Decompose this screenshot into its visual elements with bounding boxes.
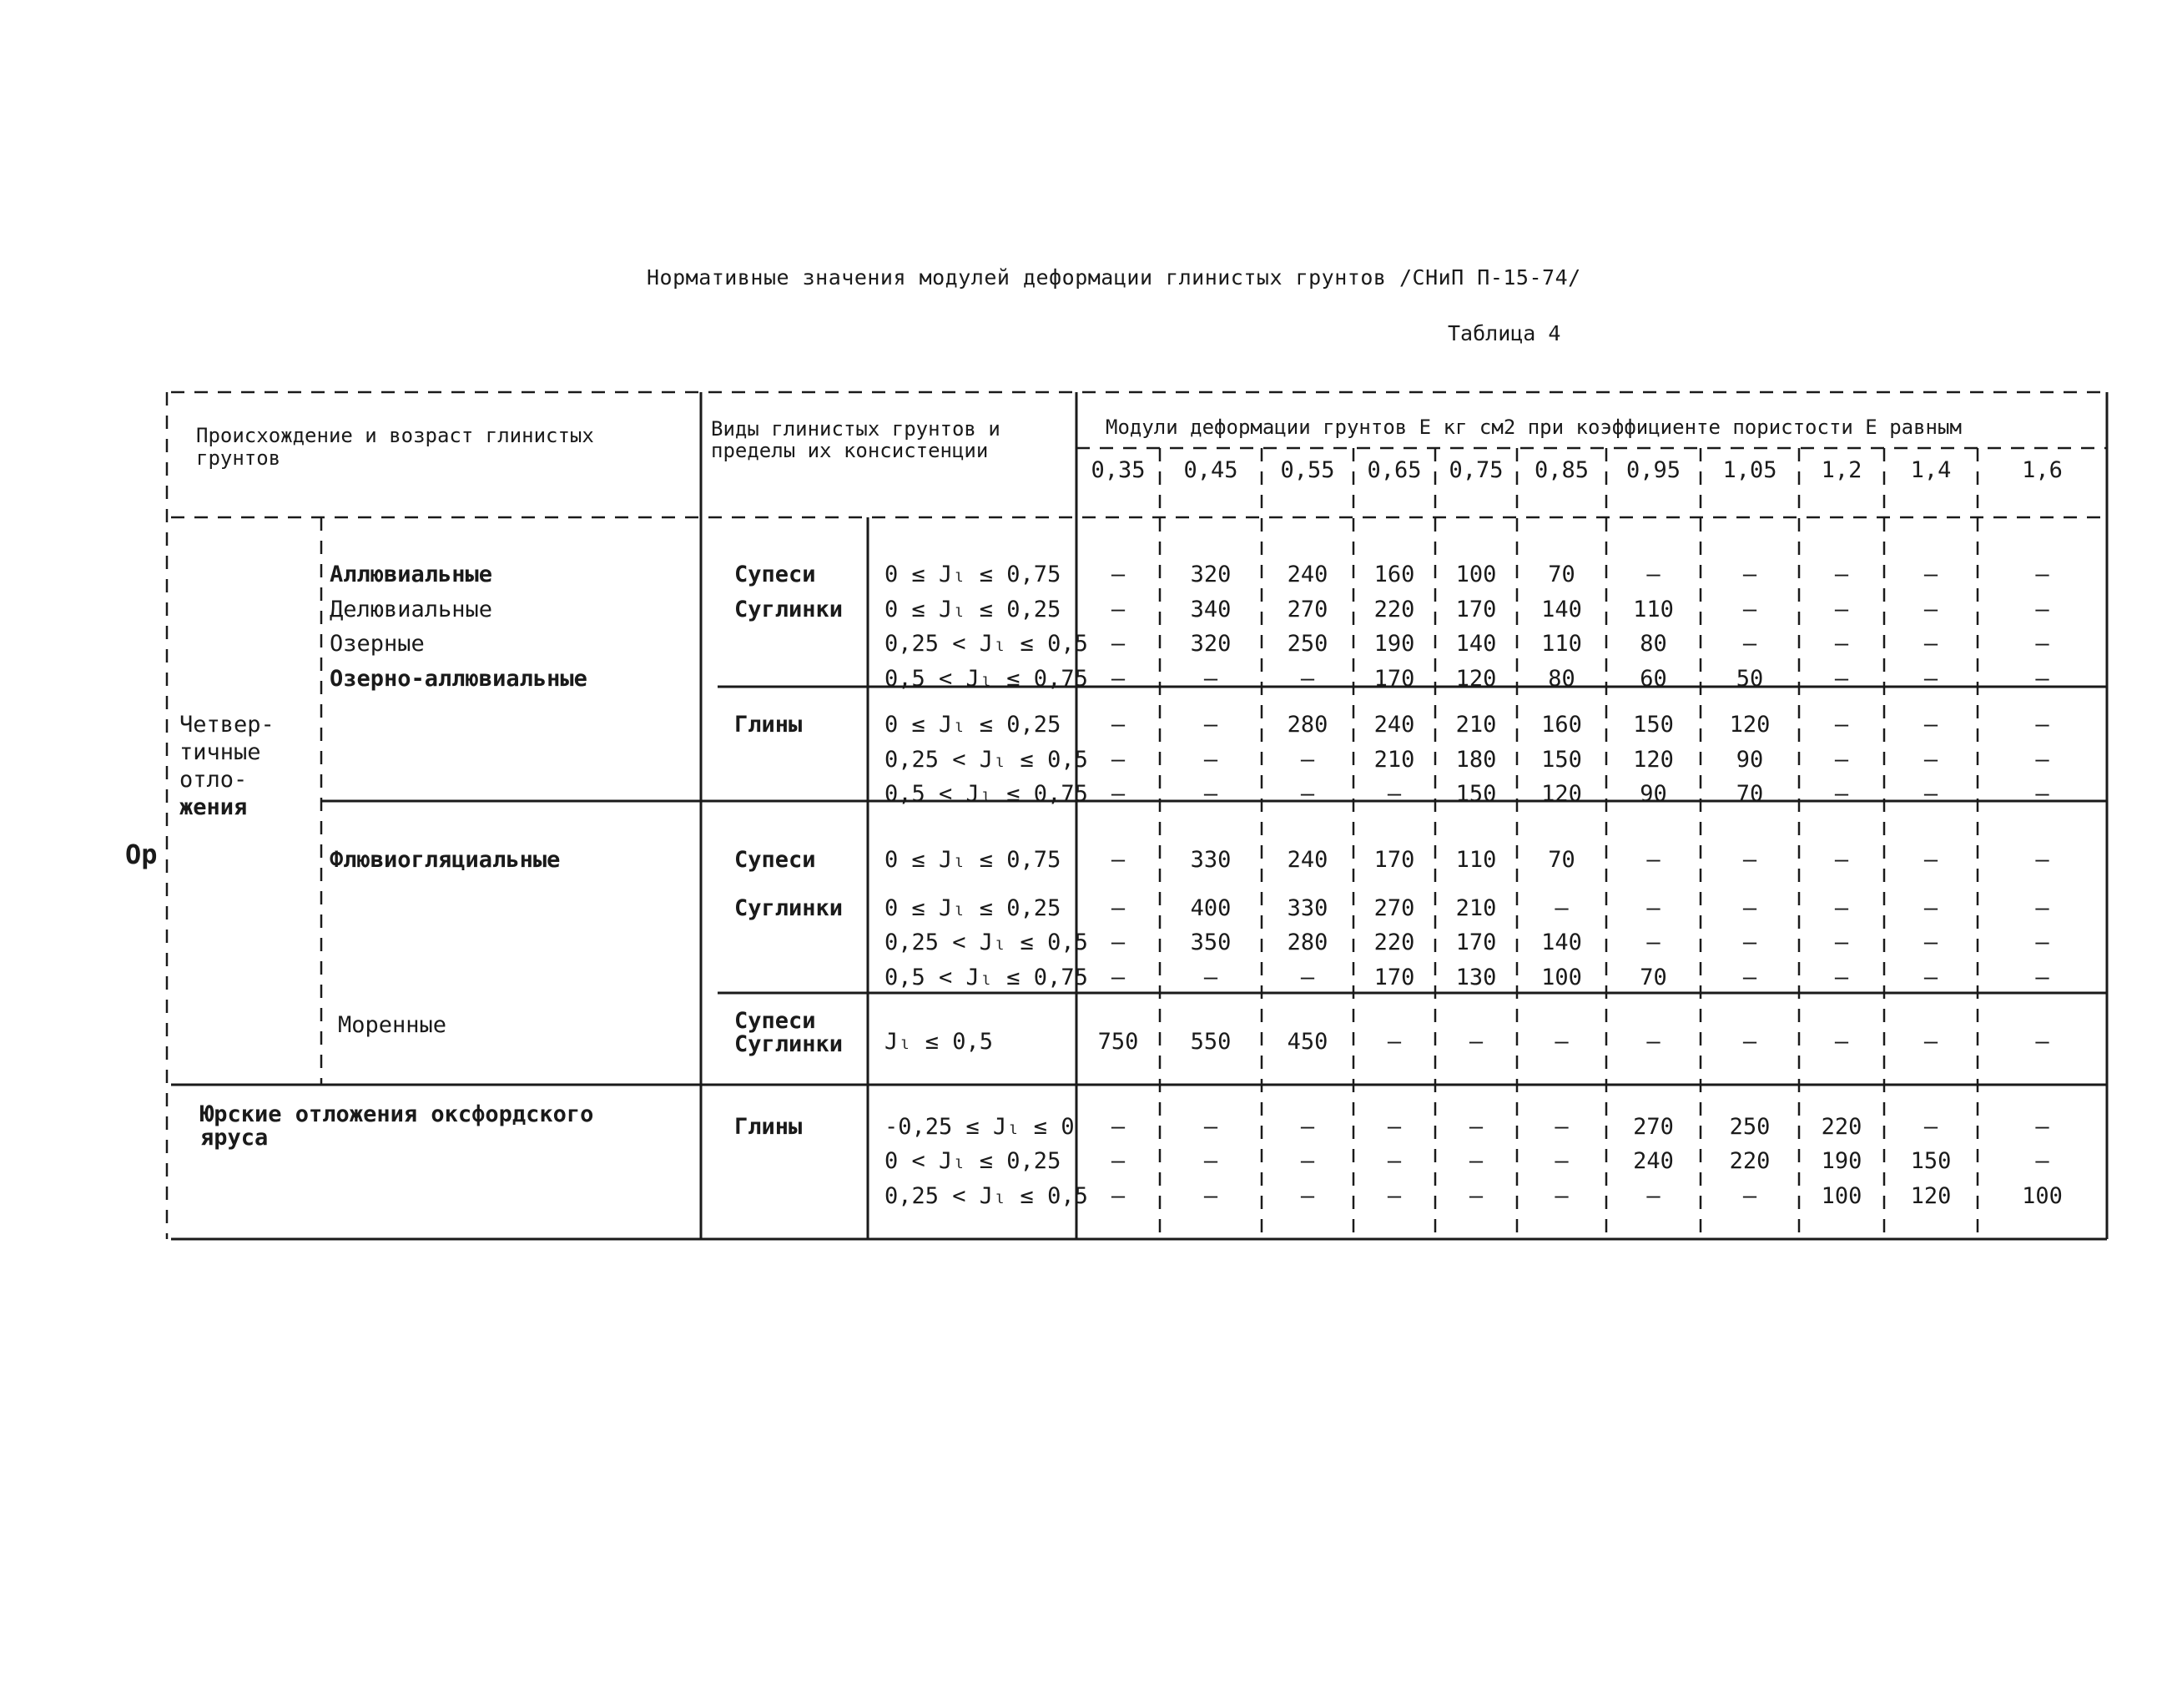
modulus-header: Модули деформации грунтов Е кг см2 при коэффициенте пористости Е равным [1106,416,1962,439]
modulus-value: – [1555,1029,1569,1055]
modulus-value: – [1111,1148,1126,1174]
consistency-limit: 0 ≤ Jₗ ≤ 0,75 [884,562,1061,587]
modulus-value: – [1742,847,1757,873]
modulus-value: 270 [1373,895,1415,921]
modulus-value: 100 [2022,1183,2063,1209]
table-label: Таблица 4 [1448,321,1561,345]
subgroup-moraine: Моренные [338,1012,447,1038]
soil-type: Глины [734,712,803,738]
modulus-value: – [1111,1114,1126,1140]
modulus-value: – [1742,930,1757,955]
modulus-value: – [1742,597,1757,622]
modulus-value: 70 [1640,965,1667,990]
modulus-value: 90 [1640,781,1667,807]
modulus-value: – [2035,597,2049,622]
modulus-value: 140 [1455,631,1497,657]
modulus-value: – [1923,895,1938,921]
consistency-limit: Jₗ ≤ 0,5 [884,1029,994,1055]
modulus-value: 330 [1190,847,1232,873]
modulus-value: 100 [1455,562,1497,587]
consistency-limit: 0,25 < Jₗ ≤ 0,5 [884,631,1088,657]
consistency-limit: 0 < Jₗ ≤ 0,25 [884,1148,1061,1174]
modulus-value: 120 [1541,781,1582,807]
modulus-value: 170 [1373,666,1415,692]
modulus-value: 190 [1373,631,1415,657]
modulus-value: 400 [1190,895,1232,921]
group-label: жения [179,794,248,820]
modulus-value: – [1387,1148,1402,1174]
consistency-limit: 0,5 < Jₗ ≤ 0,75 [884,666,1088,692]
modulus-value: 120 [1633,747,1674,773]
modulus-value: – [1111,965,1126,990]
modulus-value: 140 [1541,930,1582,955]
modulus-value: 180 [1455,747,1497,773]
modulus-value: – [1203,1148,1218,1174]
modulus-value: 330 [1287,895,1328,921]
e-value-header: 1,05 [1722,457,1777,483]
modulus-value: – [1469,1114,1484,1140]
modulus-value: – [2035,965,2049,990]
soil-type: Супеси [734,847,816,873]
modulus-value: – [1387,1183,1402,1209]
modulus-value: – [1923,930,1938,955]
modulus-value: 160 [1541,712,1582,738]
modulus-value: – [1111,666,1126,692]
e-value-header: 0,75 [1449,457,1504,483]
modulus-value: 70 [1548,562,1575,587]
consistency-limit: 0,25 < Jₗ ≤ 0,5 [884,1183,1088,1209]
modulus-value: – [1300,1183,1315,1209]
consistency-limit: 0,5 < Jₗ ≤ 0,75 [884,965,1088,990]
consistency-limit: 0 ≤ Jₗ ≤ 0,25 [884,597,1061,622]
e-value-header: 0,65 [1367,457,1422,483]
modulus-value: – [1111,562,1126,587]
modulus-value: – [1203,666,1218,692]
e-value-header: 1,2 [1821,457,1862,483]
modulus-value: – [1203,747,1218,773]
modulus-value: – [1834,747,1849,773]
modulus-value: 320 [1190,562,1232,587]
modulus-value: – [1387,781,1402,807]
modulus-value: – [1834,562,1849,587]
modulus-value: – [2035,747,2049,773]
modulus-value: – [2035,562,2049,587]
modulus-value: – [1834,895,1849,921]
modulus-value: – [1923,1114,1938,1140]
soil-type: Суглинки [734,597,844,622]
modulus-value: 240 [1287,562,1328,587]
modulus-value: – [1555,895,1569,921]
modulus-value: 110 [1455,847,1497,873]
modulus-value: – [1923,781,1938,807]
origin-header-cont: грунтов [196,446,281,470]
modulus-value: – [1111,847,1126,873]
modulus-value: 50 [1736,666,1764,692]
modulus-value: – [1742,631,1757,657]
modulus-value: – [1923,597,1938,622]
modulus-value: – [1646,1183,1661,1209]
e-value-header: 1,6 [2022,457,2063,483]
modulus-value: 150 [1541,747,1582,773]
modulus-value: – [1300,781,1315,807]
modulus-value: 160 [1373,562,1415,587]
document-title: Нормативные значения модулей деформации глинистых грунтов /СНиП П-15-74/ [647,265,1581,290]
soil-type: Суглинки [734,895,844,921]
modulus-value: 100 [1821,1183,1862,1209]
modulus-value: – [2035,631,2049,657]
modulus-value: – [1923,631,1938,657]
modulus-value: 120 [1455,666,1497,692]
modulus-value: 190 [1821,1148,1862,1174]
modulus-value: – [1111,597,1126,622]
modulus-value: 750 [1097,1029,1139,1055]
modulus-value: – [1646,562,1661,587]
modulus-value: 170 [1455,597,1497,622]
jurassic-origin-cont: яруса [200,1125,269,1151]
subgroup-origin: Озерные [330,631,425,657]
subgroup-origin: Аллювиальные [330,562,493,587]
modulus-value: – [1923,666,1938,692]
consistency-limit: 0 ≤ Jₗ ≤ 0,25 [884,895,1061,921]
modulus-value: 210 [1455,895,1497,921]
modulus-value: – [1834,847,1849,873]
modulus-value: – [1203,965,1218,990]
modulus-value: – [2035,1114,2049,1140]
modulus-value: – [2035,930,2049,955]
e-value-header: 0,45 [1183,457,1238,483]
modulus-value: 450 [1287,1029,1328,1055]
modulus-value: 80 [1548,666,1575,692]
modulus-value: – [1300,1114,1315,1140]
modulus-value: 220 [1373,930,1415,955]
modulus-value: – [1300,965,1315,990]
modulus-value: – [1555,1114,1569,1140]
consistency-limit: 0,5 < Jₗ ≤ 0,75 [884,781,1088,807]
modulus-value: 90 [1736,747,1764,773]
subgroup-origin: Делювиальные [330,597,493,622]
modulus-value: – [2035,895,2049,921]
modulus-value: – [1834,1029,1849,1055]
modulus-value: 220 [1729,1148,1771,1174]
soil-type: Суглинки [734,1031,844,1057]
modulus-value: – [1923,562,1938,587]
modulus-value: 280 [1287,930,1328,955]
modulus-value: 70 [1736,781,1764,807]
modulus-value: – [1555,1148,1569,1174]
modulus-value: – [1111,781,1126,807]
modulus-value: 150 [1633,712,1674,738]
modulus-value: – [1469,1029,1484,1055]
modulus-value: 150 [1910,1148,1952,1174]
soil-type-header: Виды глинистых грунтов и [711,417,1000,441]
modulus-value: 170 [1373,847,1415,873]
modulus-value: 170 [1373,965,1415,990]
modulus-value: 210 [1455,712,1497,738]
consistency-limit: 0 ≤ Jₗ ≤ 0,25 [884,712,1061,738]
modulus-value: – [2035,781,2049,807]
modulus-value: – [1203,1114,1218,1140]
modulus-value: – [1742,1183,1757,1209]
modulus-value: 220 [1821,1114,1862,1140]
group-label: отло- [179,767,248,793]
jurassic-origin: Юрские отложения оксфордского [200,1101,594,1127]
modulus-value: – [1203,781,1218,807]
modulus-value: 280 [1287,712,1328,738]
origin-header: Происхождение и возраст глинистых [196,424,594,447]
modulus-value: 340 [1190,597,1232,622]
modulus-value: – [1923,747,1938,773]
modulus-value: – [1923,1029,1938,1055]
modulus-value: – [1742,965,1757,990]
modulus-value: – [1387,1114,1402,1140]
margin-mark: Ор [125,839,158,870]
modulus-value: 60 [1640,666,1667,692]
modulus-value: – [1742,562,1757,587]
modulus-value: – [1834,631,1849,657]
modulus-value: – [1834,597,1849,622]
modulus-value: 240 [1373,712,1415,738]
modulus-value: 210 [1373,747,1415,773]
soil-type: Супеси [734,562,816,587]
group-label: Четвер- [179,712,275,738]
modulus-value: 270 [1287,597,1328,622]
modulus-value: – [1300,1148,1315,1174]
modulus-value: 120 [1729,712,1771,738]
modulus-value: – [1834,781,1849,807]
modulus-value: 110 [1633,597,1674,622]
consistency-limit: 0 ≤ Jₗ ≤ 0,75 [884,847,1061,873]
modulus-value: 80 [1640,631,1667,657]
e-value-header: 0,85 [1534,457,1590,483]
e-value-header: 0,55 [1280,457,1335,483]
modulus-value: – [1834,712,1849,738]
modulus-value: 350 [1190,930,1232,955]
modulus-value: – [1742,1029,1757,1055]
e-value-header: 1,4 [1910,457,1952,483]
modulus-value: 70 [1548,847,1575,873]
consistency-limit: -0,25 ≤ Jₗ ≤ 0 [884,1114,1075,1140]
modulus-value: – [1469,1183,1484,1209]
modulus-value: – [2035,847,2049,873]
modulus-value: 320 [1190,631,1232,657]
e-value-header: 0,95 [1625,457,1681,483]
modulus-value: – [1923,712,1938,738]
modulus-value: – [1923,965,1938,990]
modulus-value: 140 [1541,597,1582,622]
modulus-value: – [1203,712,1218,738]
modulus-value: – [1646,895,1661,921]
group-label: тичные [179,739,261,765]
subgroup-fluvio: Флювиогляциальные [330,847,561,873]
e-value-header: 0,35 [1091,457,1146,483]
modulus-value: 170 [1455,930,1497,955]
soil-type: Супеси [734,1008,816,1034]
modulus-value: – [1203,1183,1218,1209]
modulus-value: – [1111,712,1126,738]
modulus-value: – [2035,666,2049,692]
soil-type-header-cont: пределы их консистенции [711,439,989,462]
modulus-value: – [1469,1148,1484,1174]
modulus-value: 250 [1729,1114,1771,1140]
modulus-value: 220 [1373,597,1415,622]
modulus-value: – [1646,847,1661,873]
subgroup-origin: Озерно-аллювиальные [330,666,587,692]
modulus-value: 150 [1455,781,1497,807]
modulus-value: – [1300,666,1315,692]
modulus-value: – [2035,712,2049,738]
consistency-limit: 0,25 < Jₗ ≤ 0,5 [884,930,1088,955]
modulus-value: – [1300,747,1315,773]
modulus-value: – [1111,747,1126,773]
modulus-value: – [1387,1029,1402,1055]
modulus-value: – [2035,1148,2049,1174]
modulus-value: – [1111,1183,1126,1209]
consistency-limit: 0,25 < Jₗ ≤ 0,5 [884,747,1088,773]
modulus-value: 270 [1633,1114,1674,1140]
modulus-value: – [1923,847,1938,873]
modulus-value: – [1111,930,1126,955]
modulus-value: – [1111,895,1126,921]
soil-type: Глины [734,1114,803,1140]
modulus-value: – [1646,930,1661,955]
modulus-value: 100 [1541,965,1582,990]
modulus-value: – [1834,930,1849,955]
modulus-value: 240 [1633,1148,1674,1174]
modulus-value: – [1834,666,1849,692]
modulus-value: – [1834,965,1849,990]
modulus-value: – [1646,1029,1661,1055]
modulus-value: – [1555,1183,1569,1209]
modulus-value: – [1111,631,1126,657]
modulus-value: – [1742,895,1757,921]
modulus-value: 130 [1455,965,1497,990]
modulus-value: 550 [1190,1029,1232,1055]
modulus-value: 240 [1287,847,1328,873]
modulus-value: 120 [1910,1183,1952,1209]
modulus-value: 110 [1541,631,1582,657]
modulus-value: 250 [1287,631,1328,657]
modulus-value: – [2035,1029,2049,1055]
